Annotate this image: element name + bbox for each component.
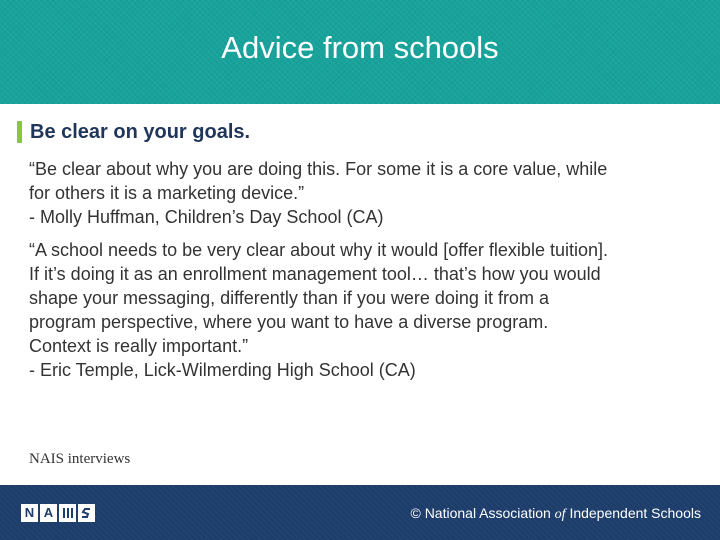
quote-line: program perspective, where you want to have a diverse program. [29, 312, 549, 332]
subhead-accent-bar [17, 121, 22, 143]
org-name-of: of [554, 507, 566, 522]
organization-name [410, 503, 701, 525]
logo-s-icon [78, 504, 95, 522]
logo-letter-n: N [21, 504, 38, 522]
quote-line: for others it is a marketing device.” [29, 183, 305, 203]
slide-subhead: Be clear on your goals. [30, 121, 251, 143]
quote-line: “Be clear about why you are doing this. For some it is a core value, while [29, 159, 608, 179]
quote-attribution: - Eric Temple, Lick-Wilmerding High School (CA) [29, 360, 416, 380]
quote-line: “A school needs to be very clear about why it would [offer flexible tuition]. [29, 240, 608, 260]
logo-bars-icon [59, 504, 76, 522]
quote-line: shape your messaging, differently than if you were doing it from a [29, 288, 549, 308]
quote-line: If it’s doing it as an enrollment management tool… that’s how you would [29, 264, 601, 284]
quote-block [29, 238, 699, 382]
quote-block [29, 157, 699, 229]
org-name-part2: Independent Schools [569, 505, 701, 521]
nais-logo [21, 504, 95, 522]
slide-title: Advice from schools [221, 30, 499, 65]
title-banner [0, 0, 720, 104]
org-name-part1: National Association [424, 505, 551, 521]
source-note: NAIS interviews [29, 451, 131, 467]
quote-line: Context is really important.” [29, 336, 249, 356]
footer-bar [0, 485, 720, 540]
logo-letter-a: A [40, 504, 57, 522]
copyright-symbol: © [410, 505, 421, 521]
quote-attribution: - Molly Huffman, Children’s Day School (CA) [29, 207, 384, 227]
